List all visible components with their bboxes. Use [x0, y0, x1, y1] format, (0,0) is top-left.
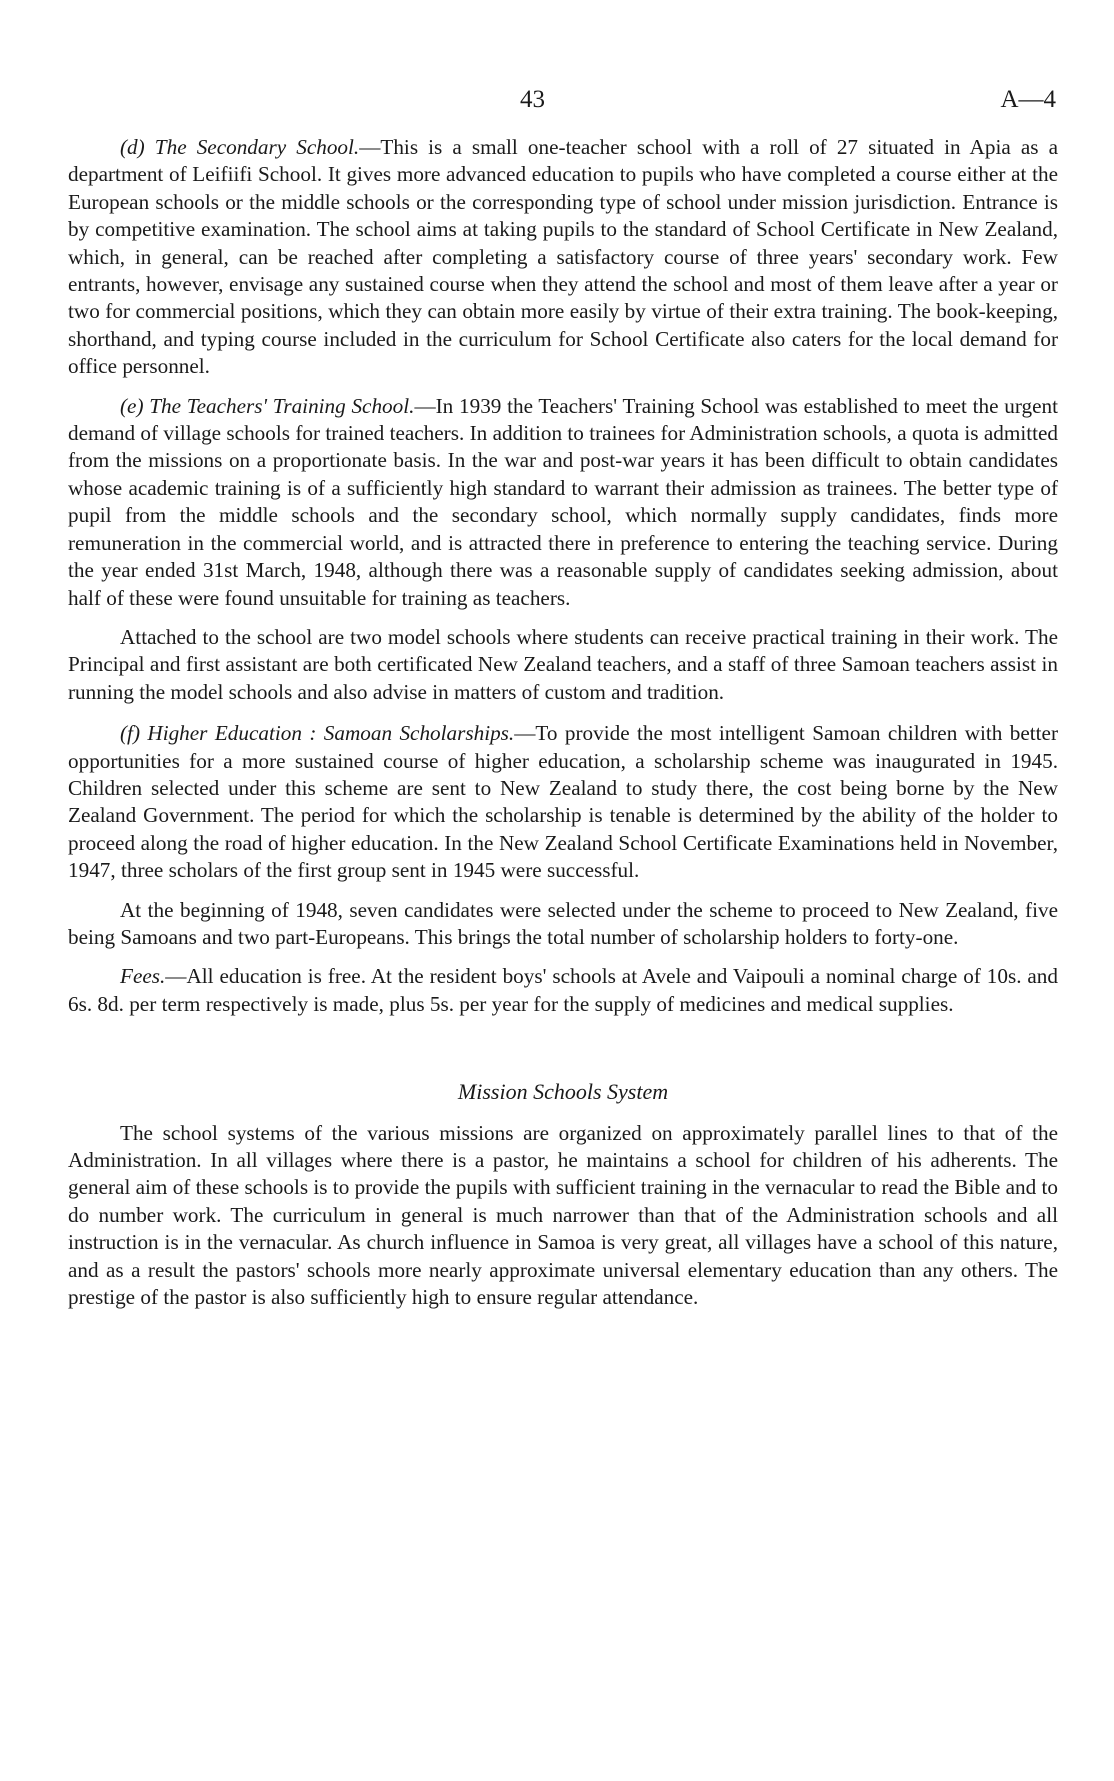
paragraph-teachers-training-school: [68, 393, 1058, 612]
paragraph-model-schools: [68, 624, 1058, 706]
paragraph-text: —All education is free. At the resident boys' schools at Avele and Vaipouli a nominal charge of 10s. and 6s. 8d. per term respectively is made, plus 5s. per year for the supply of medicines and medical supplies.: [68, 964, 1058, 1016]
paragraph-lead: (e) The Teachers' Training School.: [120, 393, 415, 418]
paragraph-text: The school systems of the various missions are organized on approximately parallel lines to that of the Administration. In all villages where there is a pastor, he maintains a school for children of his adherents. The general aim of these schools is to provide the pupils with sufficient training in the vernacular to read the Bible and to do number work. The curriculum in general is much narrower than that of the Administration schools and all instruction is in the vernacular. As church influence in Samoa is very great, all villages have a school of this nature, and as a result the pastors' schools more nearly approximate universal elementary education than any others. The prestige of the pastor is also sufficiently high to ensure regular attendance.: [68, 1120, 1058, 1310]
paragraph-higher-education: [68, 720, 1058, 884]
paragraph-mission-schools: [68, 1120, 1058, 1312]
page-number: 43: [520, 86, 545, 113]
paragraph-lead: (d) The Secondary School.: [120, 135, 360, 159]
page-header: [0, 86, 1114, 116]
section-heading: Mission Schools System: [457, 1079, 669, 1105]
paragraph-text: —In 1939 the Teachers' Training School was established to meet the urgent demand of village schools for trained teachers. In addition to trainees for Administration schools, a quota is admitted from the missions on a proportionate basis. In the war and post-war years it has been difficult to obtain candidates whose academic training is of a sufficiently high standard to warrant their admission as trainees. The better type of pupil from the middle schools and the secondary school, which normally supply candidates, finds more remuneration in the commercial world, and is attracted there in preference to entering the teaching service. During the year ended 31st March, 1948, although there was a reasonable supply of candidates seeking admission, about half of these were found unsuitable for training as teachers.: [68, 393, 1058, 610]
paragraph-lead: (f) Higher Education : Samoan Scholarships.: [120, 721, 515, 746]
paragraph-secondary-school: [68, 134, 1058, 381]
paragraph-text: —This is a small one-teacher school with a roll of 27 situated in Apia as a department of Leifiifi School. It gives more advanced education to pupils who have completed a course either at the European schools or the middle schools or the corresponding type of school under mission jurisdiction. Entrance is by competitive examination. The school aims at taking pupils to the standard of School Certificate in New Zealand, which, in general, can be reached after completing a satisfactory course of three years' secondary work. Few entrants, however, envisage any sustained course when they attend the school and most of them leave after a year or two for commercial positions, which they can obtain more easily by virtue of their extra training. The book-keeping, shorthand, and typing course included in the curriculum for School Certificate also caters for the local demand for office personnel.: [68, 135, 1058, 379]
document-body: [68, 134, 1058, 1323]
paragraph-text: Attached to the school are two model schools where students can receive practical training in their work. The Principal and first assistant are both certificated New Zealand teachers, and a staff of three Samoan teachers assist in running the model schools and also advise in matters of custom and tradition.: [68, 624, 1058, 704]
paragraph-text: At the beginning of 1948, seven candidates were selected under the scheme to proceed to New Zealand, five being Samoans and two part-Europeans. This brings the total number of scholarship holders to forty-one.: [68, 897, 1058, 949]
paragraph-lead: Fees.: [120, 964, 166, 989]
paragraph-fees: [68, 963, 1058, 1018]
paragraph-text: —To provide the most intelligent Samoan children with better opportunities for a more sustained course of higher education, a scholarship scheme was inaugurated in 1945. Children selected under this scheme are sent to New Zealand to study there, the cost being borne by the New Zealand Government. The period for which the scholarship is tenable is determined by the ability of the holder to proceed along the road of higher education. In the New Zealand School Certificate Examinations held in November, 1947, three scholars of the first group sent in 1945 were successful.: [68, 721, 1058, 883]
paragraph-scholarship-holders: [68, 897, 1058, 952]
document-reference: A—4: [1000, 86, 1056, 113]
